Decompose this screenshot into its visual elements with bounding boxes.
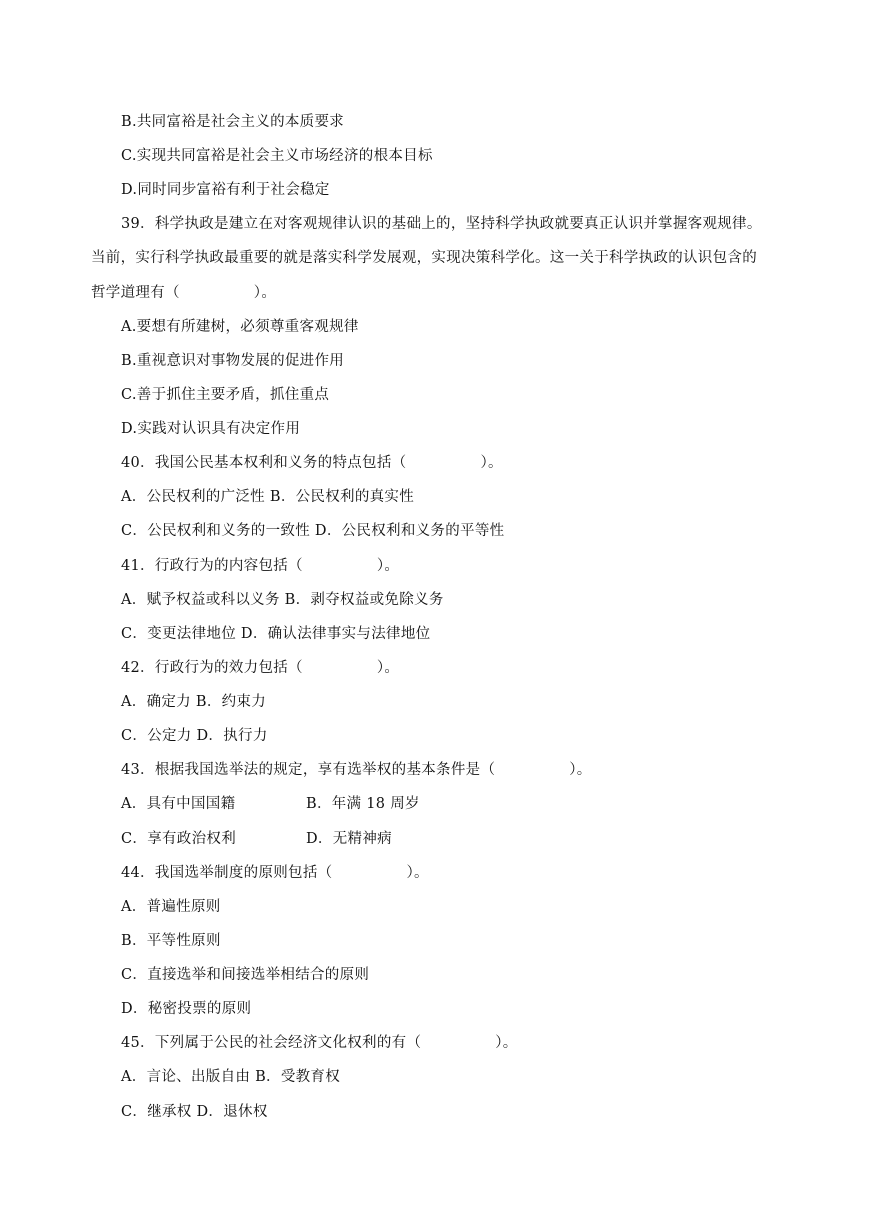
q45-options-cd: C．继承权 D．退休权 <box>121 1104 268 1120</box>
q45-stem: 45．下列属于公民的社会经济文化权利的有（ ）。 <box>121 1035 518 1051</box>
q39-option-a: A.要想有所建树，必须尊重客观规律 <box>121 319 359 335</box>
q42-options-cd: C．公定力 D．执行力 <box>121 728 268 744</box>
q44-option-b: B．平等性原则 <box>121 933 221 949</box>
q39-stem-line-1: 39．科学执政是建立在对客观规律认识的基础上的，坚持科学执政就要真正认识并掌握客观规律。 <box>121 216 762 232</box>
q40-stem: 40．我国公民基本权利和义务的特点包括（ ）。 <box>121 455 503 471</box>
q43-options-row-1 <box>121 794 521 814</box>
q43-option-a: A．具有中国国籍 <box>121 796 236 812</box>
q38-option-d: D.同时同步富裕有利于社会稳定 <box>121 182 330 198</box>
q44-option-a: A．普遍性原则 <box>121 899 221 915</box>
q39-option-d: D.实践对认识具有决定作用 <box>121 421 301 437</box>
q38-option-c: C.实现共同富裕是社会主义市场经济的根本目标 <box>121 148 433 164</box>
q40-options-ab: A．公民权利的广泛性 B．公民权利的真实性 <box>121 489 415 505</box>
q39-option-c: C.善于抓住主要矛盾，抓住重点 <box>121 387 330 403</box>
q38-option-b: B.共同富裕是社会主义的本质要求 <box>121 114 345 130</box>
q44-option-d: D．秘密投票的原则 <box>121 1001 252 1017</box>
q39-option-b: B.重视意识对事物发展的促进作用 <box>121 353 345 369</box>
q44-stem: 44．我国选举制度的原则包括（ ）。 <box>121 865 429 881</box>
q39-stem-line-3: 哲学道理有（ ）。 <box>91 285 277 301</box>
q41-options-cd: C．变更法律地位 D．确认法律事实与法律地位 <box>121 626 431 642</box>
q45-options-ab: A．言论、出版自由 B．受教育权 <box>121 1069 341 1085</box>
q39-stem-line-2: 当前，实行科学执政最重要的就是落实科学发展观，实现决策科学化。这一关于科学执政的认识包含的 <box>91 250 757 266</box>
q40-options-cd: C．公民权利和义务的一致性 D．公民权利和义务的平等性 <box>121 523 505 539</box>
q41-stem: 41．行政行为的内容包括（ ）。 <box>121 558 400 574</box>
q42-options-ab: A．确定力 B．约束力 <box>121 694 267 710</box>
q43-option-d: D．无精神病 <box>306 831 392 847</box>
q43-options-row-2 <box>121 829 521 849</box>
q43-stem: 43．根据我国选举法的规定，享有选举权的基本条件是（ ）。 <box>121 762 592 778</box>
q42-stem: 42．行政行为的效力包括（ ）。 <box>121 660 400 676</box>
q43-option-b: B．年满 18 周岁 <box>306 796 420 812</box>
q41-options-ab: A．赋予权益或科以义务 B．剥夺权益或免除义务 <box>121 592 444 608</box>
q43-option-c: C．享有政治权利 <box>121 831 236 847</box>
q44-option-c: C．直接选举和间接选举相结合的原则 <box>121 967 370 983</box>
